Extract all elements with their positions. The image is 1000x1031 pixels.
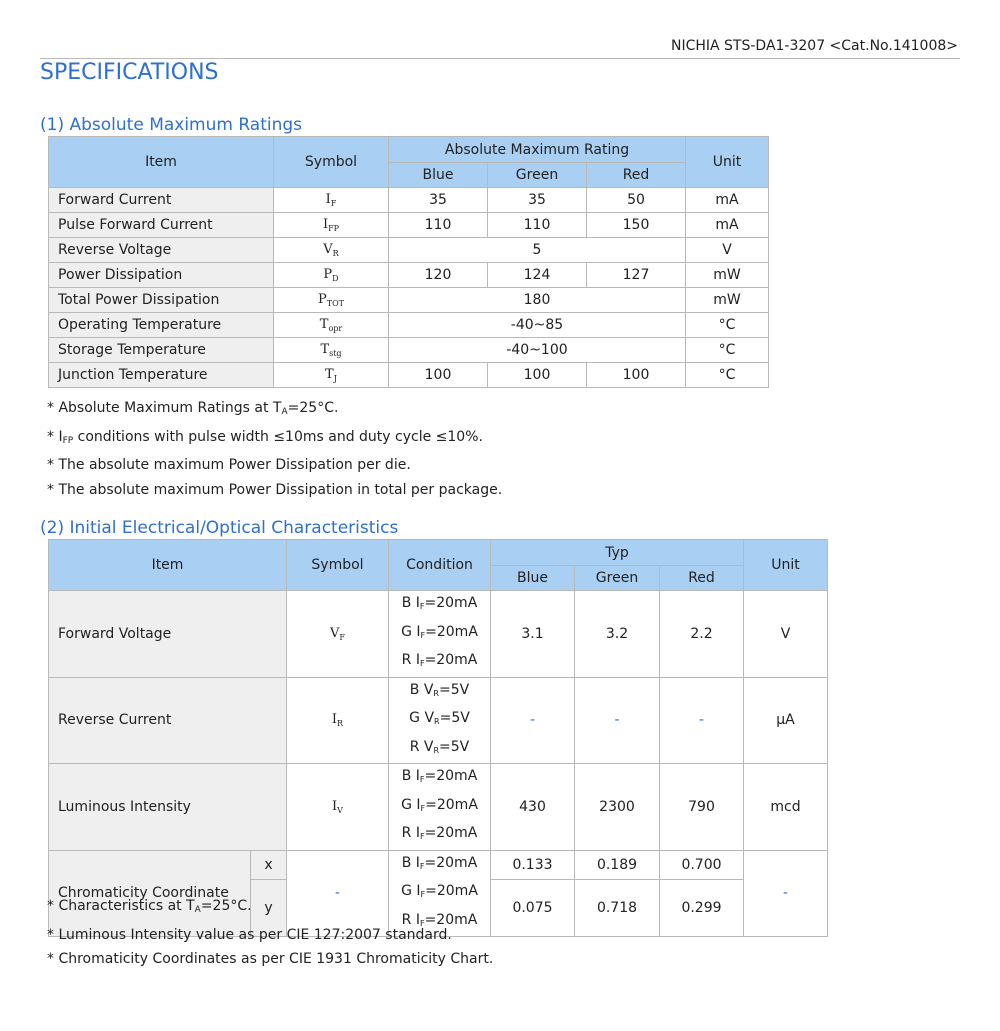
note: * Characteristics at $T_A=25^\circ C$. (47, 898, 252, 915)
col-header-condition: Condition (389, 540, 491, 591)
col-header-blue: Blue (389, 163, 488, 188)
table-row (49, 764, 828, 851)
value-unit: mA (686, 213, 769, 238)
row-symbol: $V_R$ (274, 238, 389, 263)
col-header-item: Item (49, 137, 274, 188)
row-subitem-x: x (251, 850, 287, 879)
value-green: 124 (488, 263, 587, 288)
note: * The absolute maximum Power Dissipation per die. (47, 457, 411, 473)
table-row (49, 213, 769, 238)
value-unit: °C (686, 338, 769, 363)
value-red: 150 (587, 213, 686, 238)
value-red: 100 (587, 363, 686, 388)
row-symbol: $I_{FP}$ (274, 213, 389, 238)
row-item: Total Power Dissipation (49, 288, 274, 313)
table-row (49, 591, 828, 678)
value-red: 2.2 (660, 591, 744, 678)
value-y-green: 0.718 (575, 879, 660, 936)
col-header-red: Red (587, 163, 686, 188)
value-green: 110 (488, 213, 587, 238)
row-condition: B $I_F=20mA$ G $I_F=20mA$ R $I_F=20mA$ (389, 764, 491, 851)
value-unit: V (744, 591, 828, 678)
value-green: 35 (488, 188, 587, 213)
value-blue: 120 (389, 263, 488, 288)
document-reference: NICHIA STS-DA1-3207 <Cat.No.141008> (670, 38, 958, 54)
col-header-item: Item (49, 540, 287, 591)
value-unit: °C (686, 313, 769, 338)
col-header-typ: Typ (491, 540, 744, 566)
row-item: Junction Temperature (49, 363, 274, 388)
value-green: 3.2 (575, 591, 660, 678)
value-x-blue: 0.133 (491, 850, 575, 879)
value-all: -40~100 (389, 338, 686, 363)
row-symbol: $T_{stg}$ (274, 338, 389, 363)
section-heading-electrical-optical: (2) Initial Electrical/Optical Characteristics (40, 518, 399, 538)
row-condition: B $V_R=5V$ G $V_R=5V$ R $V_R=5V$ (389, 677, 491, 764)
row-symbol: $I_R$ (287, 677, 389, 764)
value-blue: - (491, 677, 575, 764)
section2-notes (47, 894, 493, 972)
row-item: Chromaticity Coordinate (49, 850, 251, 937)
value-blue: 35 (389, 188, 488, 213)
value-blue: 430 (491, 764, 575, 851)
col-header-unit: Unit (686, 137, 769, 188)
note: * The absolute maximum Power Dissipation in total per package. (47, 481, 503, 498)
row-item: Storage Temperature (49, 338, 274, 363)
section1-notes (47, 396, 502, 502)
row-subitem-y: y (251, 879, 287, 936)
row-item: Power Dissipation (49, 263, 274, 288)
section-heading-absolute-max: (1) Absolute Maximum Ratings (40, 115, 303, 135)
value-blue: 110 (389, 213, 488, 238)
table-row (49, 850, 828, 879)
value-red: 127 (587, 263, 686, 288)
row-symbol: $V_F$ (287, 591, 389, 678)
col-header-green: Green (488, 163, 587, 188)
note: * $I_{FP}$ conditions with pulse width ≤10ms and duty cycle ≤10%. (47, 428, 483, 446)
row-item: Forward Voltage (49, 591, 287, 678)
absolute-max-ratings-table (48, 136, 769, 388)
value-red: 50 (587, 188, 686, 213)
electrical-optical-table (48, 539, 828, 937)
value-green: 2300 (575, 764, 660, 851)
value-unit: mW (686, 288, 769, 313)
row-symbol: - (287, 850, 389, 937)
value-green: 100 (488, 363, 587, 388)
row-condition: B $I_F=20mA$ G $I_F=20mA$ R $I_F=20mA$ (389, 591, 491, 678)
row-symbol: $T_{opr}$ (274, 313, 389, 338)
col-header-green: Green (575, 566, 660, 591)
row-item: Luminous Intensity (49, 764, 287, 851)
table-row (49, 313, 769, 338)
row-symbol: $P_D$ (274, 263, 389, 288)
row-item: Forward Current (49, 188, 274, 213)
table-row (49, 263, 769, 288)
table-row (49, 363, 769, 388)
table-row (49, 188, 769, 213)
value-blue: 100 (389, 363, 488, 388)
value-x-green: 0.189 (575, 850, 660, 879)
value-unit: V (686, 238, 769, 263)
table-row (49, 677, 828, 764)
row-item: Reverse Current (49, 677, 287, 764)
value-all: -40~85 (389, 313, 686, 338)
col-header-unit: Unit (744, 540, 828, 591)
row-item: Pulse Forward Current (49, 213, 274, 238)
row-condition: B $I_F=20mA$ G $I_F=20mA$ R $I_F=20mA$ (389, 850, 491, 937)
row-item: Reverse Voltage (49, 238, 274, 263)
value-green: - (575, 677, 660, 764)
value-all: 5 (389, 238, 686, 263)
table-row (49, 288, 769, 313)
value-unit: μA (744, 677, 828, 764)
value-unit: mW (686, 263, 769, 288)
value-y-blue: 0.075 (491, 879, 575, 936)
table-row (49, 238, 769, 263)
col-header-red: Red (660, 566, 744, 591)
value-blue: 3.1 (491, 591, 575, 678)
row-symbol: $T_J$ (274, 363, 389, 388)
value-unit: mcd (744, 764, 828, 851)
col-header-symbol: Symbol (287, 540, 389, 591)
row-item: Operating Temperature (49, 313, 274, 338)
header-divider (40, 58, 960, 59)
note: * Absolute Maximum Ratings at $T_A=25^\circ C$. (47, 400, 339, 417)
col-header-blue: Blue (491, 566, 575, 591)
row-symbol: $P_{TOT}$ (274, 288, 389, 313)
table-row (49, 338, 769, 363)
value-x-red: 0.700 (660, 850, 744, 879)
col-header-symbol: Symbol (274, 137, 389, 188)
value-all: 180 (389, 288, 686, 313)
value-red: 790 (660, 764, 744, 851)
col-header-rating: Absolute Maximum Rating (389, 137, 686, 163)
page-title: SPECIFICATIONS (40, 60, 219, 85)
note: * Chromaticity Coordinates as per CIE 1931 Chromaticity Chart. (47, 951, 494, 967)
value-unit: - (744, 850, 828, 937)
value-unit: °C (686, 363, 769, 388)
row-symbol: $I_F$ (274, 188, 389, 213)
value-red: - (660, 677, 744, 764)
note: * Luminous Intensity value as per CIE 127:2007 standard. (47, 926, 452, 943)
value-unit: mA (686, 188, 769, 213)
value-y-red: 0.299 (660, 879, 744, 936)
row-symbol: $I_V$ (287, 764, 389, 851)
